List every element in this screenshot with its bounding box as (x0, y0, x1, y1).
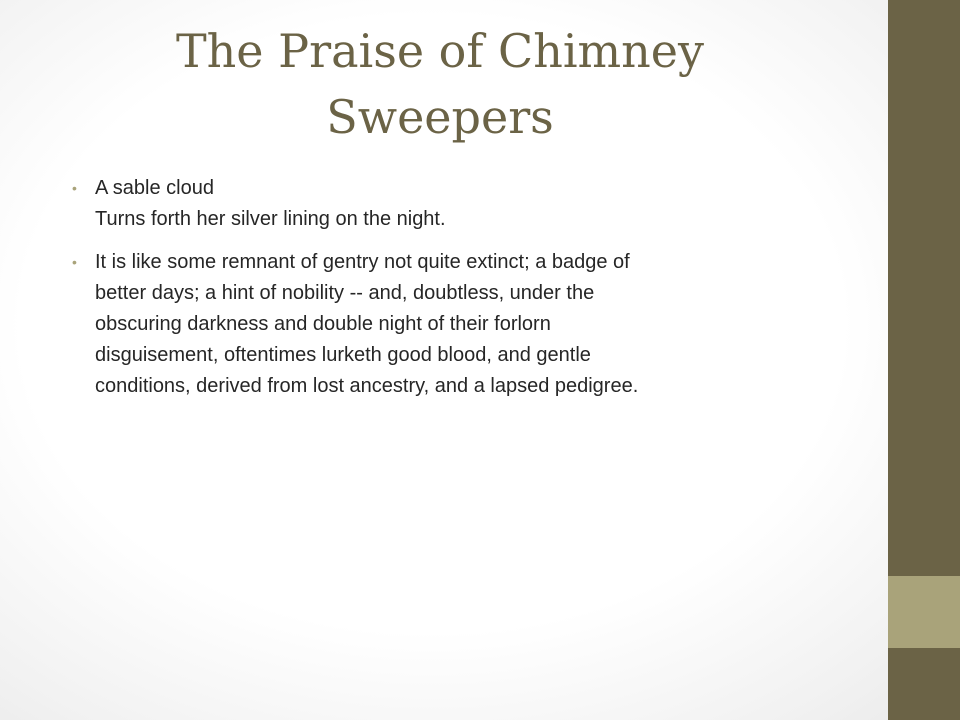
bullet-text-line: conditions, derived from lost ancestry, and a lapsed pedigree. (95, 375, 639, 397)
title-line: Sweepers (326, 90, 554, 144)
title-line: The Praise of Chimney (175, 24, 704, 78)
sidebar-band-top (888, 0, 960, 576)
sidebar-band-bottom (888, 648, 960, 720)
bullet-text-line: It is like some remnant of gentry not quite extinct; a badge of (95, 251, 630, 273)
bullet-icon: • (72, 180, 77, 196)
bullet-item (72, 173, 832, 235)
bullet-icon: • (72, 254, 77, 270)
bullet-text-line: Turns forth her silver lining on the night. (95, 208, 446, 230)
bullet-text-line: better days; a hint of nobility -- and, doubtless, under the (95, 282, 595, 304)
bullet-text-line: disguisement, oftentimes lurketh good blood, and gentle (95, 344, 591, 366)
bullet-item (72, 247, 832, 402)
bullet-text-line: A sable cloud (95, 177, 214, 199)
bullet-list (72, 173, 832, 414)
slide-title (60, 18, 820, 150)
sidebar-band-accent (888, 576, 960, 648)
bullet-text-line: obscuring darkness and double night of their forlorn (95, 313, 551, 335)
